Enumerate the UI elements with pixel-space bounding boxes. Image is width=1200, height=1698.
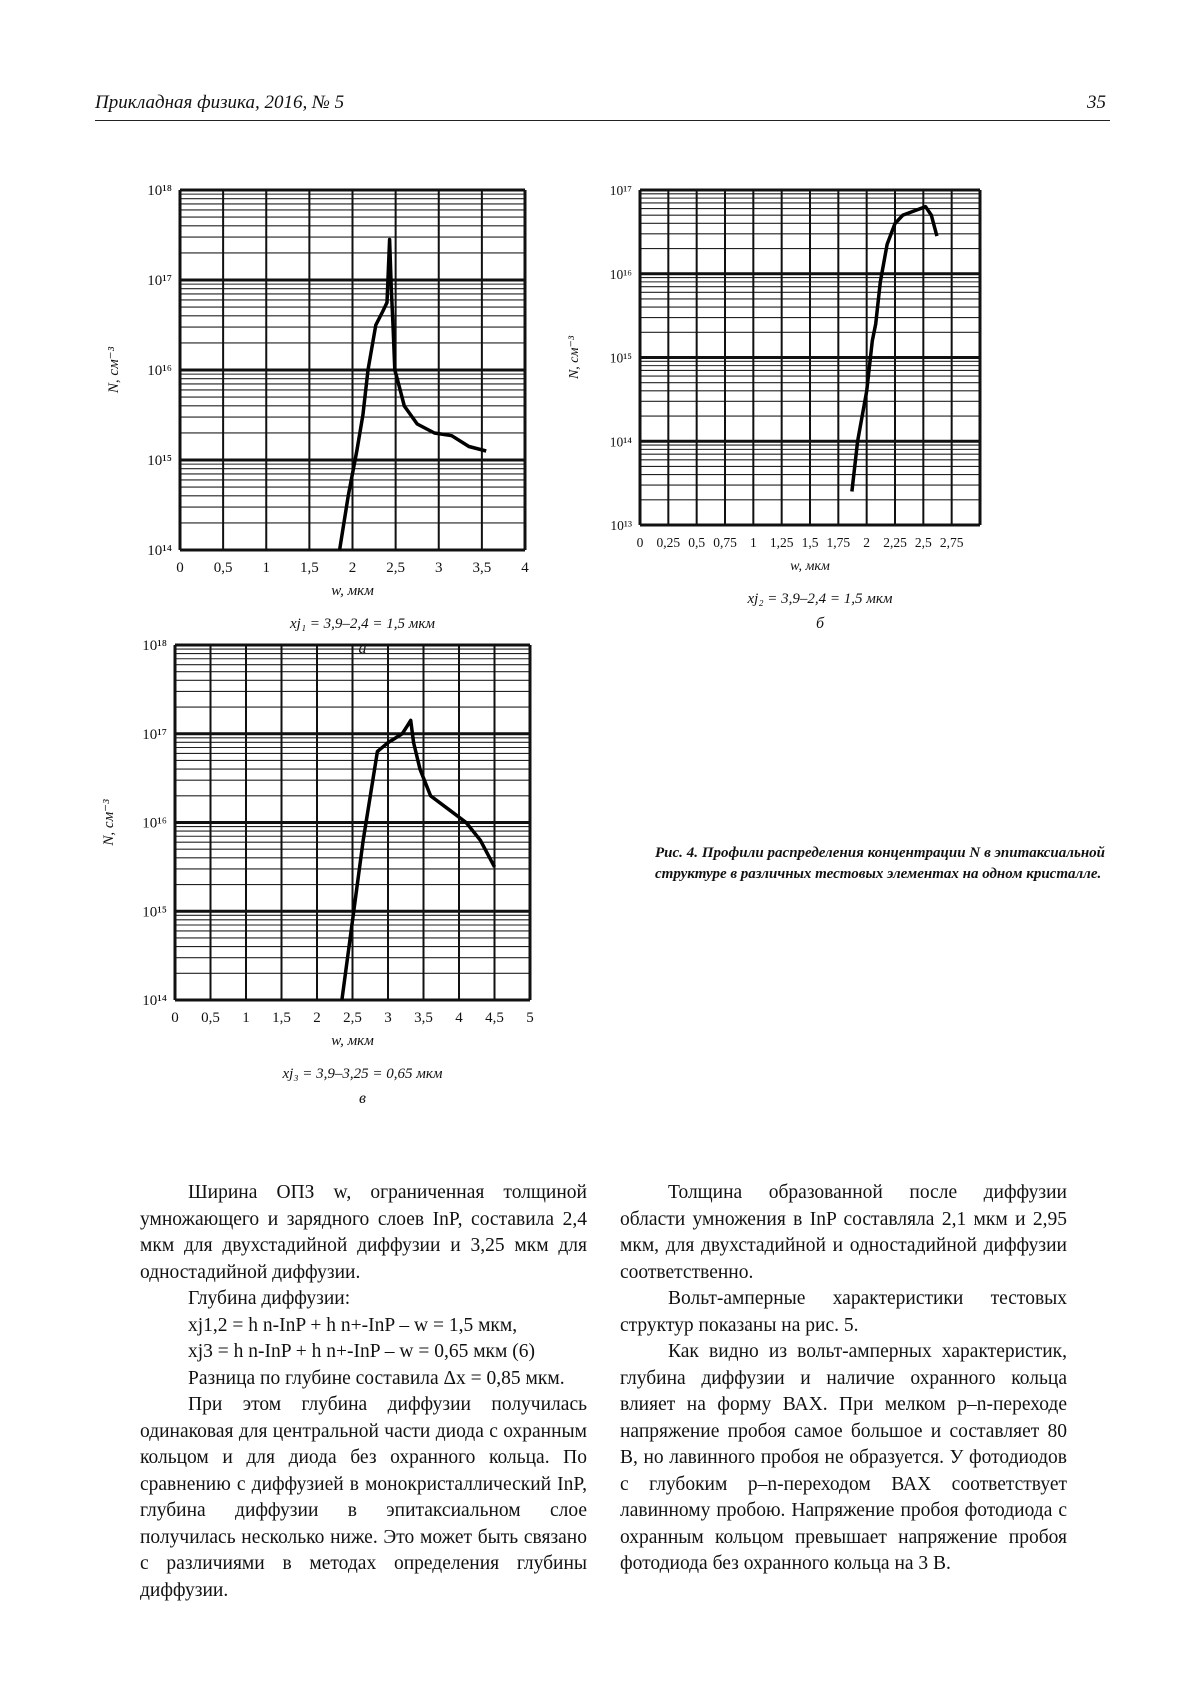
x-tick-label: 2 bbox=[313, 1010, 321, 1026]
data-curve bbox=[340, 240, 487, 551]
y-axis-label: N, см⁻³ bbox=[106, 346, 122, 394]
x-tick-label: 1,5 bbox=[272, 1010, 291, 1026]
right-column bbox=[620, 1180, 1067, 1578]
x-tick-label: 1,25 bbox=[769, 535, 794, 550]
paragraph: Как видно из вольт-амперных характеристик, глубина диффузии и наличие охранного кольца влияет на форму ВАХ. При мелком p–n-переходе напряжение пробоя самое большое и составляет 80 В, но лавинного пробоя не образуется. У фотодиодов с глубоким p–n-переходом ВАХ соответствует лавинному пробою. Напряжение пробоя фотодиода с охранным кольцом превышает напряжение пробоя фотодиода без охранного кольца на 3 В. bbox=[620, 1341, 1067, 1574]
y-tick-label: 10¹⁵ bbox=[609, 350, 632, 366]
journal-title: Прикладная физика, 2016, № 5 bbox=[95, 92, 345, 113]
x-tick-label: 2,5 bbox=[386, 560, 405, 576]
y-tick-label: 10¹⁶ bbox=[147, 363, 172, 379]
y-axis-label: N, см⁻³ bbox=[567, 335, 582, 380]
paragraph: Ширина ОПЗ w, ограниченная толщиной умножающего и зарядного слоев InP, составила 2,4 мкм для двухстадийной диффузии и 3,25 мкм для одностадийной диффузии. bbox=[140, 1182, 587, 1283]
paragraph: При этом глубина диффузии получилась одинаковая для центральной части диода с охранным кольцом и для диода без охранного кольца. По сравнению с диффузией в монокристаллический InP, глубина диффузии в эпитаксиальном слое получилась несколько ниже. Это может быть связано с различиями в методах определения глубины диффузии. bbox=[140, 1394, 587, 1601]
x-tick-label: 0 bbox=[176, 560, 184, 576]
x-tick-label: 2,5 bbox=[914, 535, 932, 550]
y-tick-label: 10¹⁷ bbox=[609, 183, 632, 198]
x-tick-label: 0 bbox=[171, 1010, 179, 1026]
x-tick-label: 4 bbox=[521, 560, 529, 576]
y-tick-label: 10¹⁵ bbox=[142, 904, 167, 921]
y-tick-label: 10¹⁸ bbox=[142, 638, 167, 654]
diffusion-depth-annotation: xj₃ = 3,9–3,25 = 0,65 мкм bbox=[282, 1066, 443, 1082]
y-tick-label: 10¹⁸ bbox=[147, 183, 172, 199]
paragraph: Глубина диффузии: bbox=[188, 1288, 351, 1309]
x-tick-label: 1 bbox=[262, 560, 270, 576]
x-tick-label: 0,5 bbox=[213, 560, 233, 576]
y-tick-label: 10¹⁷ bbox=[142, 726, 167, 743]
panel-label: в bbox=[359, 1090, 366, 1107]
x-tick-label: 0,25 bbox=[656, 535, 681, 550]
x-tick-label: 0,5 bbox=[201, 1010, 220, 1026]
paragraph: Разница по глубине составила Δx = 0,85 мкм. bbox=[188, 1367, 565, 1389]
y-axis-label: N, см⁻³ bbox=[101, 799, 117, 846]
diffusion-depth-annotation: xj₁ = 3,9–2,4 = 1,5 мкм bbox=[290, 616, 435, 632]
y-tick-label: 10¹⁶ bbox=[609, 266, 632, 282]
x-tick-label: 1,75 bbox=[826, 535, 851, 550]
x-tick-label: 0 bbox=[636, 535, 644, 550]
y-tick-label: 10¹⁴ bbox=[609, 434, 632, 450]
x-tick-label: 2 bbox=[863, 535, 871, 550]
x-tick-label: 1,5 bbox=[801, 535, 819, 550]
paragraph: Толщина образованной после диффузии области умножения в InP составляла 2,1 мкм и 2,95 мкм, для двухстадийной и одностадийной диффузии соответственно. bbox=[620, 1182, 1067, 1283]
y-tick-label: 10¹⁷ bbox=[147, 273, 172, 289]
equation: xj3 = h n-InP + h n+-InP – w = 0,65 мкм (6) bbox=[188, 1341, 535, 1362]
x-tick-label: 5 bbox=[526, 1010, 534, 1026]
x-tick-label: 4 bbox=[455, 1010, 463, 1026]
page-number: 35 bbox=[1087, 92, 1106, 113]
x-tick-label: 4,5 bbox=[485, 1010, 504, 1026]
chart-a bbox=[95, 140, 615, 657]
x-tick-label: 1 bbox=[749, 535, 757, 550]
chart-a-svg bbox=[95, 140, 615, 657]
y-tick-label: 10¹⁵ bbox=[147, 453, 172, 469]
x-tick-label: 1 bbox=[242, 1010, 250, 1026]
x-tick-label: 3,5 bbox=[414, 1010, 433, 1026]
diffusion-depth-annotation: xj₂ = 3,9–2,4 = 1,5 мкм bbox=[747, 591, 893, 607]
x-tick-label: 0,75 bbox=[713, 535, 737, 550]
paragraph: Вольт-амперные характеристики тестовых структур показаны на рис. 5. bbox=[620, 1288, 1067, 1336]
panel-label: а bbox=[358, 640, 367, 657]
y-tick-label: 10¹⁶ bbox=[142, 815, 167, 832]
y-tick-label: 10¹⁴ bbox=[142, 993, 167, 1009]
x-tick-label: 2,75 bbox=[939, 535, 964, 550]
panel-label: б bbox=[815, 615, 825, 632]
x-axis-label: w, мкм bbox=[331, 583, 374, 599]
x-tick-label: 3 bbox=[435, 560, 443, 576]
x-tick-label: 3,5 bbox=[472, 560, 492, 576]
y-tick-label: 10¹⁴ bbox=[147, 543, 172, 559]
chart-b-svg bbox=[567, 140, 1115, 632]
chart-c bbox=[95, 640, 615, 1160]
x-tick-label: 0,5 bbox=[688, 535, 706, 550]
x-tick-label: 2,25 bbox=[883, 535, 907, 550]
x-tick-label: 3 bbox=[384, 1010, 392, 1026]
chart-b bbox=[567, 140, 1115, 632]
plot-area bbox=[101, 638, 534, 1107]
x-axis-label: w, мкм bbox=[331, 1033, 374, 1049]
x-tick-label: 1,5 bbox=[300, 560, 319, 576]
figure-caption: Рис. 4. Профили распределения концентрации N в эпитаксиальной структуре в различных тестовых элементах на одном кристалле. bbox=[655, 845, 1105, 882]
running-header bbox=[95, 90, 1110, 121]
left-column bbox=[140, 1180, 587, 1604]
x-tick-label: 2 bbox=[348, 560, 357, 576]
x-tick-label: 2,5 bbox=[343, 1010, 362, 1026]
equation: xj1,2 = h n-InP + h n+-InP – w = 1,5 мкм, bbox=[188, 1314, 518, 1336]
x-axis-label: w, мкм bbox=[790, 559, 830, 574]
y-tick-label: 10¹³ bbox=[610, 518, 632, 533]
chart-c-svg bbox=[95, 640, 615, 1160]
plot-area bbox=[106, 183, 529, 657]
plot-area bbox=[567, 183, 980, 632]
